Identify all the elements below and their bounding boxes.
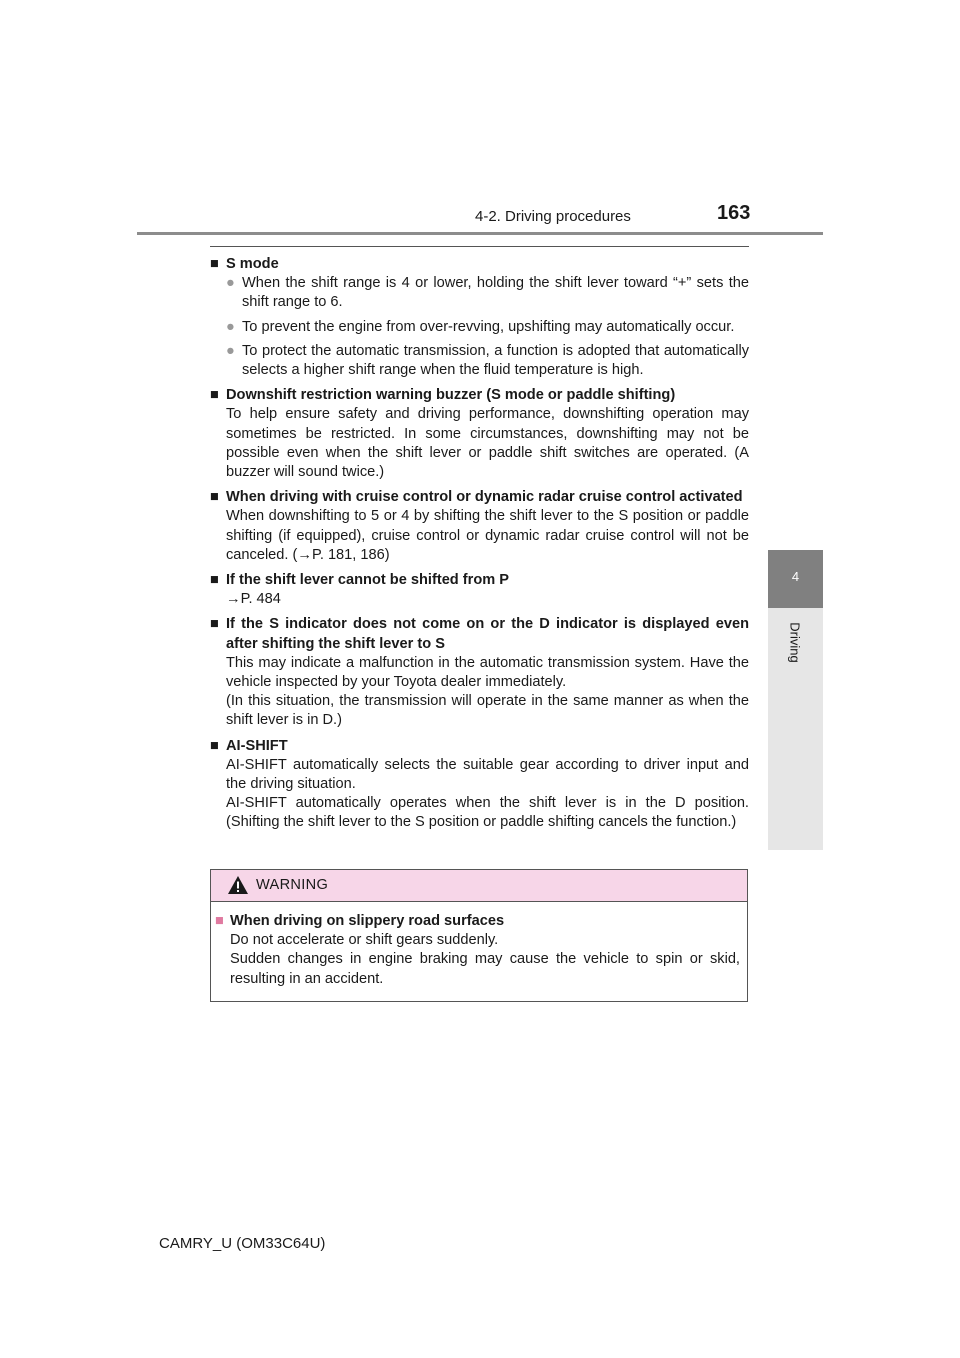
section-s-mode xyxy=(210,255,749,380)
chapter-label: Driving xyxy=(788,621,803,663)
circle-bullet-icon: ● xyxy=(226,275,235,292)
section-title: AI-SHIFT xyxy=(226,737,288,754)
warning-label: WARNING xyxy=(256,877,329,893)
section-body: AI-SHIFT automatically operates when the shift lever is in the D position. (Shifting the shift lever to the S position or paddle shifting cancels the function.) xyxy=(226,795,749,831)
section-s-indicator xyxy=(210,615,749,730)
section-shift-from-p xyxy=(210,571,749,609)
content-top-rule xyxy=(210,246,749,247)
section-body: When downshifting to 5 or 4 by shifting the shift lever to the S position or paddle shifting (if equipped), cruise control or dynamic radar cruise control will not be canceled. (→P. 181, 186) xyxy=(226,508,749,563)
list-item: ● To prevent the engine from over-revving, upshifting may automatically occur. xyxy=(210,318,749,337)
square-bullet-icon: ■ xyxy=(210,616,219,633)
page-reference: →P. 484 xyxy=(226,591,281,608)
warning-box xyxy=(210,869,748,1002)
section-body: To help ensure safety and driving performance, downshifting operation may sometimes be restricted. In some circumstances, downshifting may not be possible even when the shift lever or paddle shift switches are operated. (A buzzer will sound twice.) xyxy=(226,406,749,481)
page-number: 163 xyxy=(717,202,751,224)
section-body: (In this situation, the transmission will operate in the same manner as when the shift lever is in D.) xyxy=(226,693,749,729)
warning-header xyxy=(211,870,747,902)
section-title: When driving with cruise control or dynamic radar cruise control activated xyxy=(226,489,743,506)
section-body: This may indicate a malfunction in the automatic transmission system. Have the vehicle inspected by your Toyota dealer immediately. xyxy=(226,654,749,691)
warning-body xyxy=(211,912,749,989)
circle-bullet-icon: ● xyxy=(226,342,235,359)
warning-triangle-icon xyxy=(228,876,248,894)
header-section-title: 4-2. Driving procedures xyxy=(475,208,631,225)
section-downshift-buzzer xyxy=(210,386,749,482)
warning-text: Sudden changes in engine braking may cause the vehicle to spin or skid, resulting in an accident. xyxy=(230,951,740,987)
section-ai-shift xyxy=(210,737,749,833)
list-item: ● When the shift range is 4 or lower, holding the shift lever toward “+” sets the shift range to 6. xyxy=(226,275,749,311)
chapter-label-wrap xyxy=(768,612,823,672)
section-title: Downshift restriction warning buzzer (S mode or paddle shifting) xyxy=(226,387,676,404)
square-bullet-icon: ■ xyxy=(215,913,224,929)
circle-bullet-icon: ● xyxy=(226,318,235,335)
warning-text: Do not accelerate or shift gears suddenly. xyxy=(230,932,499,949)
section-title: If the shift lever cannot be shifted from P xyxy=(226,572,509,589)
section-title: S mode xyxy=(226,256,279,272)
list-item: ● To protect the automatic transmission, a function is adopted that automatically selects a higher shift range when the fluid temperature is high. xyxy=(226,342,749,379)
square-bullet-icon: ■ xyxy=(210,387,219,404)
section-title: If the S indicator does not come on or the D indicator is displayed even after shifting the shift lever to S xyxy=(226,616,749,652)
square-bullet-icon: ■ xyxy=(210,489,219,506)
section-cruise-control xyxy=(210,488,749,565)
square-bullet-icon: ■ xyxy=(210,256,219,272)
main-content xyxy=(210,255,749,839)
warning-title: When driving on slippery road surfaces xyxy=(230,913,505,929)
square-bullet-icon: ■ xyxy=(210,737,219,754)
chapter-number: 4 xyxy=(791,569,800,584)
section-body: AI-SHIFT automatically selects the suitable gear according to driver input and the driving situation. xyxy=(226,756,749,793)
footer-model: CAMRY_U (OM33C64U) xyxy=(159,1235,326,1252)
header-rule xyxy=(137,232,823,235)
square-bullet-icon: ■ xyxy=(210,572,219,589)
chapter-tab xyxy=(768,550,823,608)
